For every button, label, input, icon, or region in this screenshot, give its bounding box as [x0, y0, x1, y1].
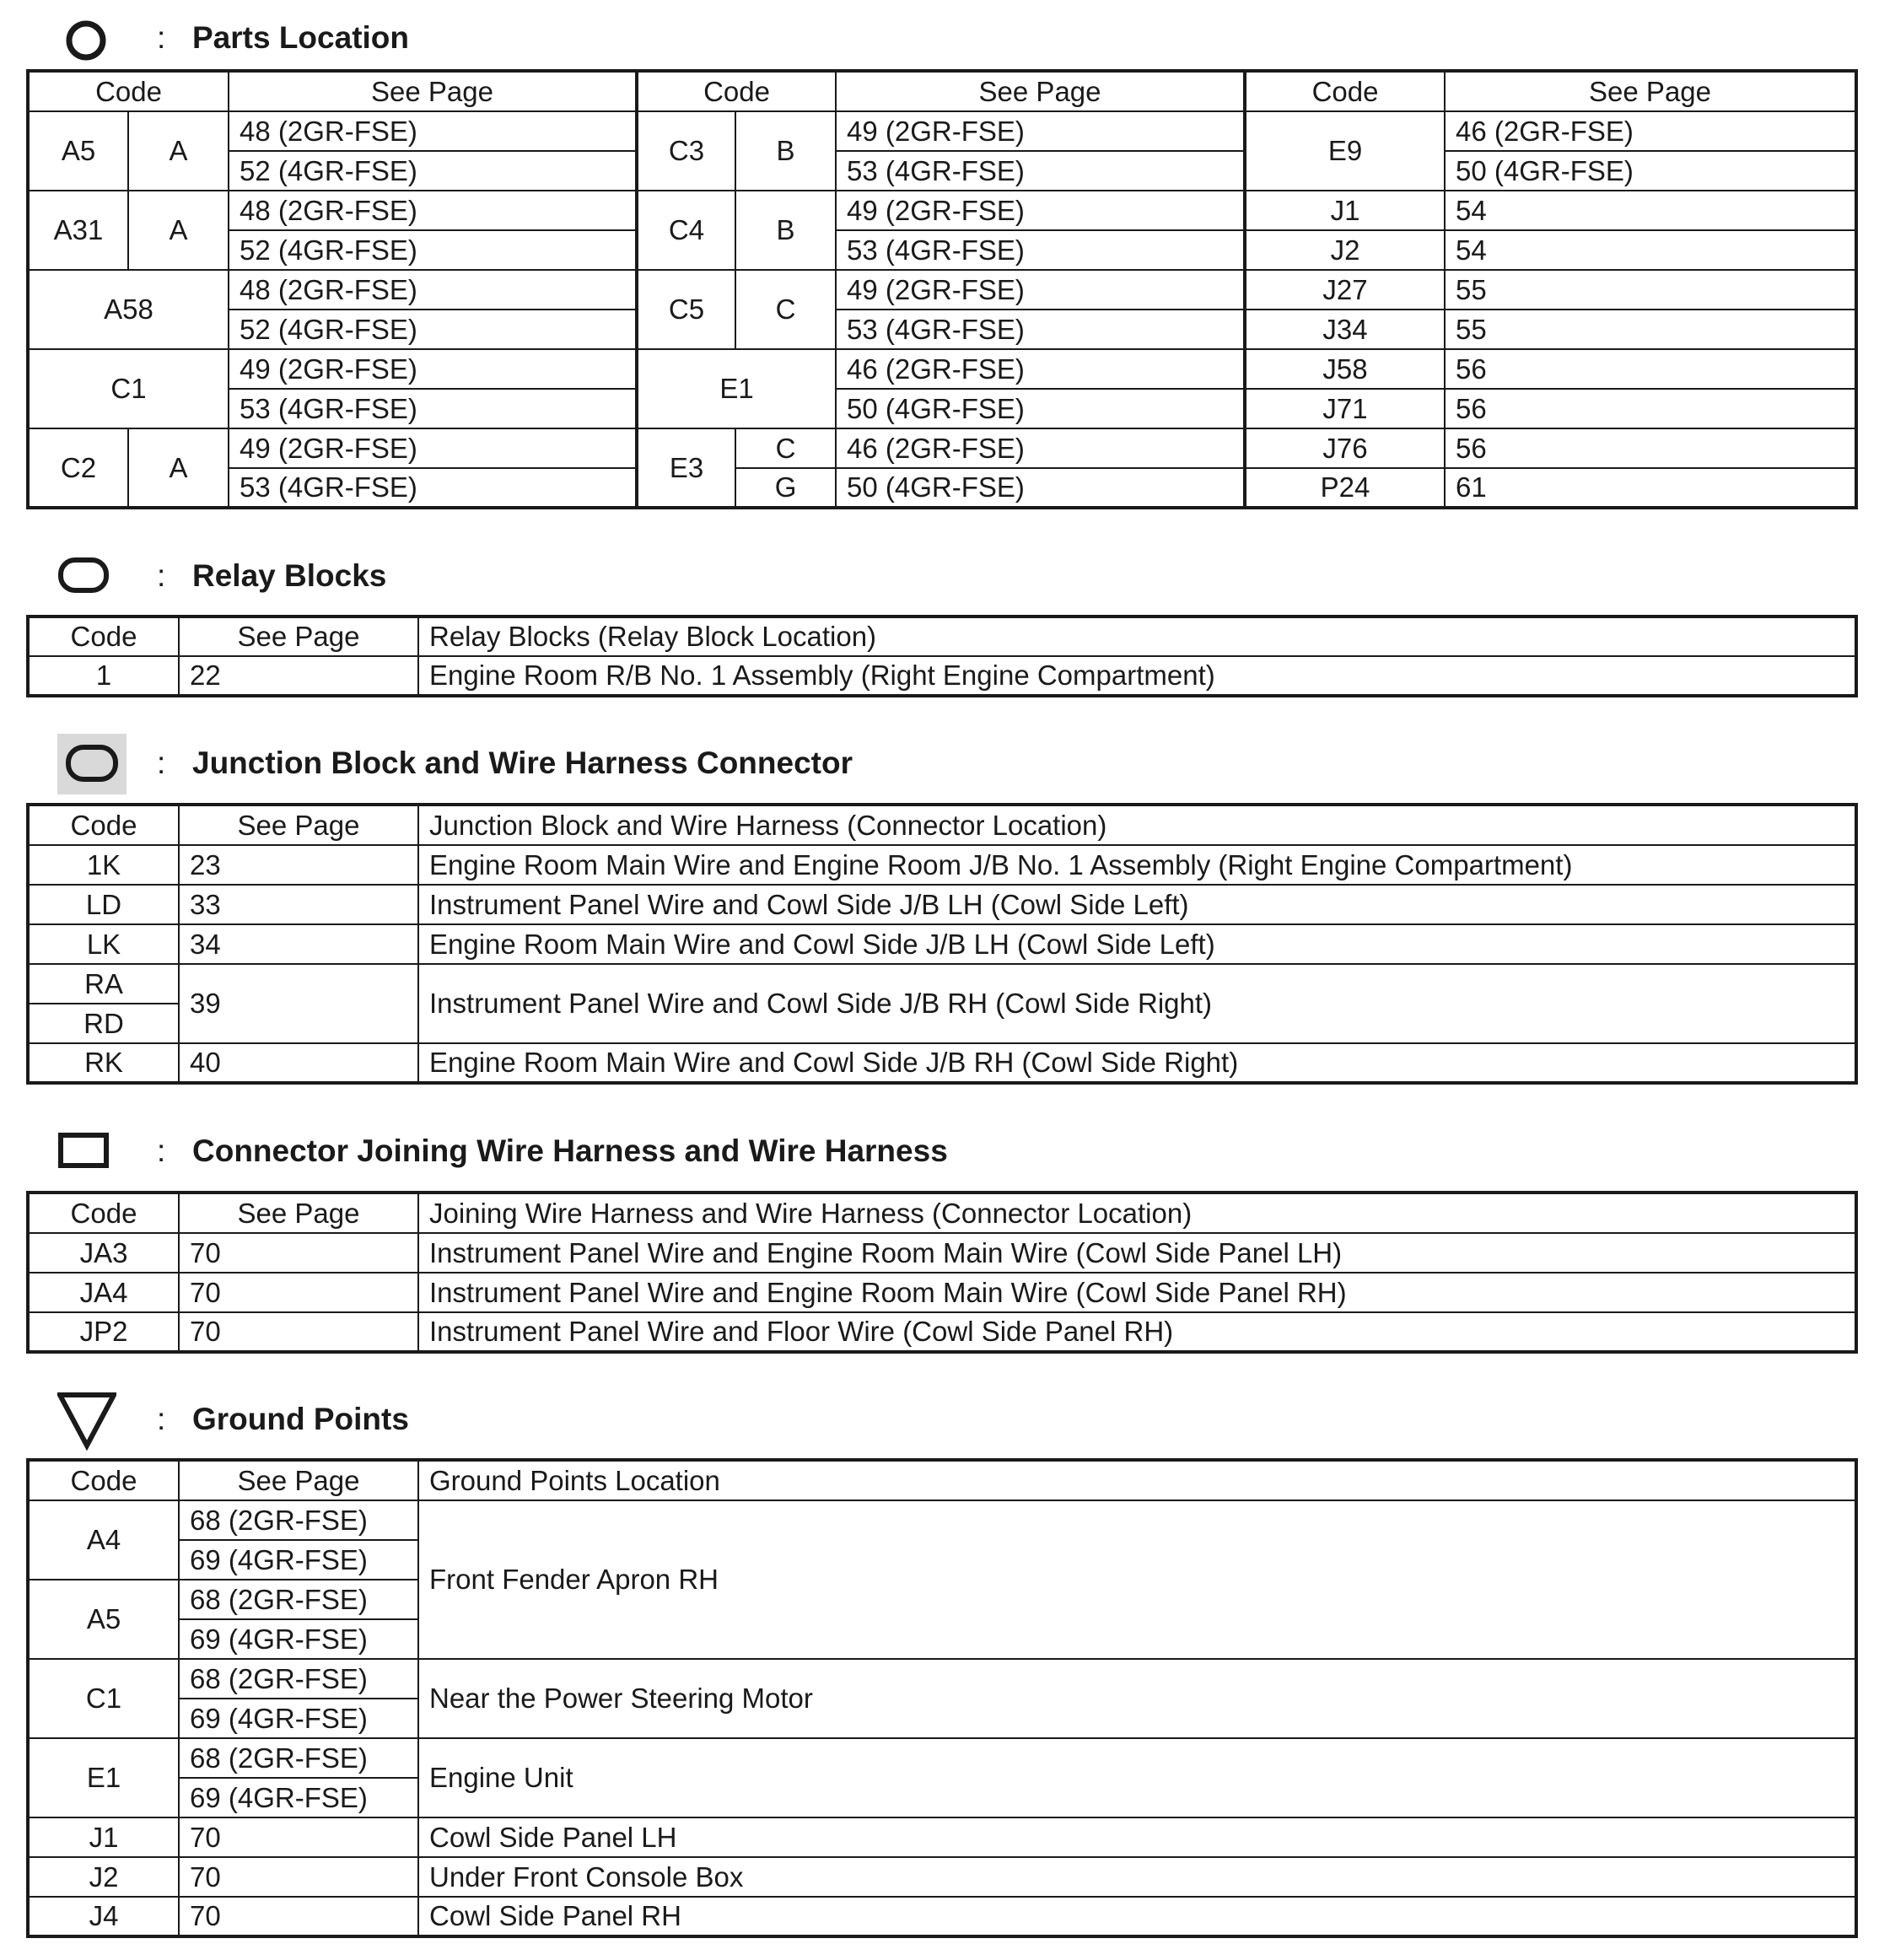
page-cell: 48 (2GR-FSE)	[229, 191, 637, 230]
table-row	[28, 1817, 1856, 1857]
shaded-rounded-rectangle-icon	[57, 734, 127, 794]
sub-code-cell: A	[128, 428, 229, 508]
table-row	[28, 924, 1856, 964]
page-cell: 55	[1445, 270, 1856, 310]
table-row	[28, 845, 1856, 885]
location-cell: Engine Room R/B No. 1 Assembly (Right Engine Compartment)	[418, 656, 1856, 696]
location-cell: Instrument Panel Wire and Cowl Side J/B RH (Cowl Side Right)	[418, 964, 1856, 1043]
relay-blocks-heading	[57, 547, 1322, 614]
code-cell: E3	[637, 428, 735, 508]
page-cell: 69 (4GR-FSE)	[179, 1778, 418, 1817]
section-title: Junction Block and Wire Harness Connector	[192, 746, 853, 780]
table-row	[28, 964, 1856, 1004]
circle-icon	[57, 8, 108, 67]
code-cell: J34	[1245, 310, 1445, 349]
code-cell: J1	[1245, 191, 1445, 230]
code-cell: JA4	[28, 1273, 179, 1312]
header-code: Code	[1245, 71, 1445, 111]
table-row	[28, 230, 1856, 270]
sub-code-cell: C	[735, 270, 836, 349]
table-row	[28, 1500, 1856, 1540]
code-cell: A5	[28, 1580, 179, 1659]
code-cell: J27	[1245, 270, 1445, 310]
page-cell: 50 (4GR-FSE)	[1445, 151, 1856, 191]
code-cell: P24	[1245, 468, 1445, 508]
page-cell: 49 (2GR-FSE)	[229, 428, 637, 468]
page-cell: 70	[179, 1312, 418, 1352]
code-cell: C2	[28, 428, 128, 508]
table-row	[28, 310, 1856, 349]
table-row	[28, 1897, 1856, 1936]
code-cell: J58	[1245, 349, 1445, 389]
page-cell: 52 (4GR-FSE)	[229, 230, 637, 270]
page-cell: 54	[1445, 191, 1856, 230]
page-cell: 69 (4GR-FSE)	[179, 1619, 418, 1659]
sub-code-cell: A	[128, 191, 229, 270]
page-cell: 49 (2GR-FSE)	[836, 270, 1245, 310]
header-code: Code	[28, 1193, 179, 1233]
table-row	[28, 349, 1856, 389]
location-cell: Engine Unit	[418, 1738, 1856, 1817]
page-cell: 49 (2GR-FSE)	[836, 191, 1245, 230]
page-cell: 61	[1445, 468, 1856, 508]
page-cell: 70	[179, 1817, 418, 1857]
table-row	[28, 151, 1856, 191]
code-cell: A31	[28, 191, 128, 270]
table-header-row	[28, 617, 1856, 656]
parts-location-heading	[57, 8, 1322, 76]
page-cell: 53 (4GR-FSE)	[229, 468, 637, 508]
header-code: Code	[28, 1460, 179, 1500]
sub-code-cell: G	[735, 468, 836, 508]
location-cell: Under Front Console Box	[418, 1857, 1856, 1897]
page-cell: 46 (2GR-FSE)	[1445, 111, 1856, 151]
header-code: Code	[28, 71, 229, 111]
header-see-page: See Page	[179, 1193, 418, 1233]
parts-location-table	[26, 69, 1858, 509]
page-cell: 46 (2GR-FSE)	[836, 349, 1245, 389]
header-see-page: See Page	[179, 1460, 418, 1500]
code-cell: 1K	[28, 845, 179, 885]
table-row	[28, 428, 1856, 468]
page-cell: 40	[179, 1043, 418, 1083]
heading-colon: :	[157, 558, 166, 593]
table-row	[28, 1659, 1856, 1699]
page-cell: 70	[179, 1897, 418, 1936]
code-cell: J2	[1245, 230, 1445, 270]
code-cell: A4	[28, 1500, 179, 1580]
page-cell: 50 (4GR-FSE)	[836, 389, 1245, 428]
location-cell: Instrument Panel Wire and Cowl Side J/B LH (Cowl Side Left)	[418, 885, 1856, 924]
rounded-rectangle-icon	[57, 547, 116, 606]
sub-code-cell: B	[735, 111, 836, 191]
table-row	[28, 1312, 1856, 1352]
page-cell: 53 (4GR-FSE)	[836, 230, 1245, 270]
code-cell: C5	[637, 270, 735, 349]
sub-code-cell: C	[735, 428, 836, 468]
location-cell: Engine Room Main Wire and Engine Room J/B No. 1 Assembly (Right Engine Compartment)	[418, 845, 1856, 885]
code-cell: RK	[28, 1043, 179, 1083]
header-location: Joining Wire Harness and Wire Harness (Connector Location)	[418, 1193, 1856, 1233]
code-cell: RD	[28, 1004, 179, 1043]
junction-block-heading	[57, 734, 1322, 801]
code-cell: C3	[637, 111, 735, 191]
table-header-row	[28, 1460, 1856, 1500]
code-cell: E9	[1245, 111, 1445, 191]
table-row	[28, 270, 1856, 310]
relay-blocks-table	[26, 615, 1858, 697]
table-header-row	[28, 805, 1856, 845]
page-cell: 53 (4GR-FSE)	[229, 389, 637, 428]
code-cell: JA3	[28, 1233, 179, 1273]
table-header-row	[28, 71, 1856, 111]
page-cell: 53 (4GR-FSE)	[836, 310, 1245, 349]
heading-colon: :	[157, 20, 166, 55]
ground-points-table	[26, 1458, 1858, 1938]
page-cell: 46 (2GR-FSE)	[836, 428, 1245, 468]
page-cell: 70	[179, 1233, 418, 1273]
header-see-page: See Page	[179, 617, 418, 656]
page-cell: 68 (2GR-FSE)	[179, 1580, 418, 1619]
down-triangle-icon	[57, 1390, 116, 1451]
ground-points-heading	[57, 1390, 1322, 1457]
page-cell: 68 (2GR-FSE)	[179, 1738, 418, 1778]
code-cell: JP2	[28, 1312, 179, 1352]
header-see-page: See Page	[179, 805, 418, 845]
code-cell: J71	[1245, 389, 1445, 428]
sub-code-cell: B	[735, 191, 836, 270]
page-cell: 68 (2GR-FSE)	[179, 1500, 418, 1540]
table-row	[28, 389, 1856, 428]
table-row	[28, 191, 1856, 230]
table-row	[28, 1043, 1856, 1083]
location-cell: Engine Room Main Wire and Cowl Side J/B RH (Cowl Side Right)	[418, 1043, 1856, 1083]
table-row	[28, 1273, 1856, 1312]
code-cell: J1	[28, 1817, 179, 1857]
code-cell: J2	[28, 1857, 179, 1897]
code-cell: J76	[1245, 428, 1445, 468]
code-cell: E1	[637, 349, 836, 428]
code-cell: A5	[28, 111, 128, 191]
location-cell: Instrument Panel Wire and Floor Wire (Cowl Side Panel RH)	[418, 1312, 1856, 1352]
code-cell: RA	[28, 964, 179, 1004]
page-cell: 69 (4GR-FSE)	[179, 1540, 418, 1580]
page-cell: 49 (2GR-FSE)	[836, 111, 1245, 151]
page-cell: 70	[179, 1857, 418, 1897]
section-title: Relay Blocks	[192, 558, 387, 593]
code-cell: C1	[28, 1659, 179, 1738]
section-title: Parts Location	[192, 20, 409, 55]
header-location: Ground Points Location	[418, 1460, 1856, 1500]
page-cell: 53 (4GR-FSE)	[836, 151, 1245, 191]
page-cell: 22	[179, 656, 418, 696]
heading-colon: :	[157, 1402, 166, 1436]
table-header-row	[28, 1193, 1856, 1233]
table-row	[28, 885, 1856, 924]
page-cell: 39	[179, 964, 418, 1043]
location-cell: Instrument Panel Wire and Engine Room Main Wire (Cowl Side Panel LH)	[418, 1233, 1856, 1273]
page-cell: 70	[179, 1273, 418, 1312]
code-cell: LD	[28, 885, 179, 924]
page-cell: 23	[179, 845, 418, 885]
header-see-page: See Page	[1445, 71, 1856, 111]
section-title: Connector Joining Wire Harness and Wire Harness	[192, 1133, 948, 1168]
page-cell: 48 (2GR-FSE)	[229, 270, 637, 310]
location-cell: Instrument Panel Wire and Engine Room Main Wire (Cowl Side Panel RH)	[418, 1273, 1856, 1312]
header-see-page: See Page	[836, 71, 1245, 111]
table-row	[28, 1857, 1856, 1897]
code-cell: LK	[28, 924, 179, 964]
heading-colon: :	[157, 1133, 166, 1168]
page-cell: 48 (2GR-FSE)	[229, 111, 637, 151]
code-cell: C4	[637, 191, 735, 270]
code-cell: A58	[28, 270, 229, 349]
page-cell: 50 (4GR-FSE)	[836, 468, 1245, 508]
section-title: Ground Points	[192, 1402, 409, 1436]
page-cell: 33	[179, 885, 418, 924]
header-see-page: See Page	[229, 71, 637, 111]
page-cell: 34	[179, 924, 418, 964]
page-cell: 54	[1445, 230, 1856, 270]
page-cell: 49 (2GR-FSE)	[229, 349, 637, 389]
page-cell: 68 (2GR-FSE)	[179, 1659, 418, 1699]
table-row	[28, 111, 1856, 151]
sub-code-cell: A	[128, 111, 229, 191]
location-cell: Cowl Side Panel RH	[418, 1897, 1856, 1936]
connector-joining-table	[26, 1191, 1858, 1354]
page-cell: 52 (4GR-FSE)	[229, 151, 637, 191]
header-code: Code	[28, 617, 179, 656]
junction-block-table	[26, 803, 1858, 1085]
table-row	[28, 468, 1856, 508]
page-cell: 52 (4GR-FSE)	[229, 310, 637, 349]
code-cell: 1	[28, 656, 179, 696]
rectangle-icon	[57, 1122, 116, 1181]
page-cell: 55	[1445, 310, 1856, 349]
location-cell: Front Fender Apron RH	[418, 1500, 1856, 1659]
header-code: Code	[637, 71, 836, 111]
header-code: Code	[28, 805, 179, 845]
header-location: Relay Blocks (Relay Block Location)	[418, 617, 1856, 656]
location-cell: Engine Room Main Wire and Cowl Side J/B LH (Cowl Side Left)	[418, 924, 1856, 964]
code-cell: E1	[28, 1738, 179, 1817]
code-cell: J4	[28, 1897, 179, 1936]
header-location: Junction Block and Wire Harness (Connector Location)	[418, 805, 1856, 845]
table-row	[28, 656, 1856, 696]
page-cell: 69 (4GR-FSE)	[179, 1699, 418, 1738]
page-cell: 56	[1445, 389, 1856, 428]
table-row	[28, 1738, 1856, 1778]
page-cell: 56	[1445, 428, 1856, 468]
location-cell: Near the Power Steering Motor	[418, 1659, 1856, 1738]
connector-joining-heading	[57, 1122, 1322, 1189]
page-cell: 56	[1445, 349, 1856, 389]
location-cell: Cowl Side Panel LH	[418, 1817, 1856, 1857]
table-row	[28, 1233, 1856, 1273]
code-cell: C1	[28, 349, 229, 428]
heading-colon: :	[157, 746, 166, 780]
